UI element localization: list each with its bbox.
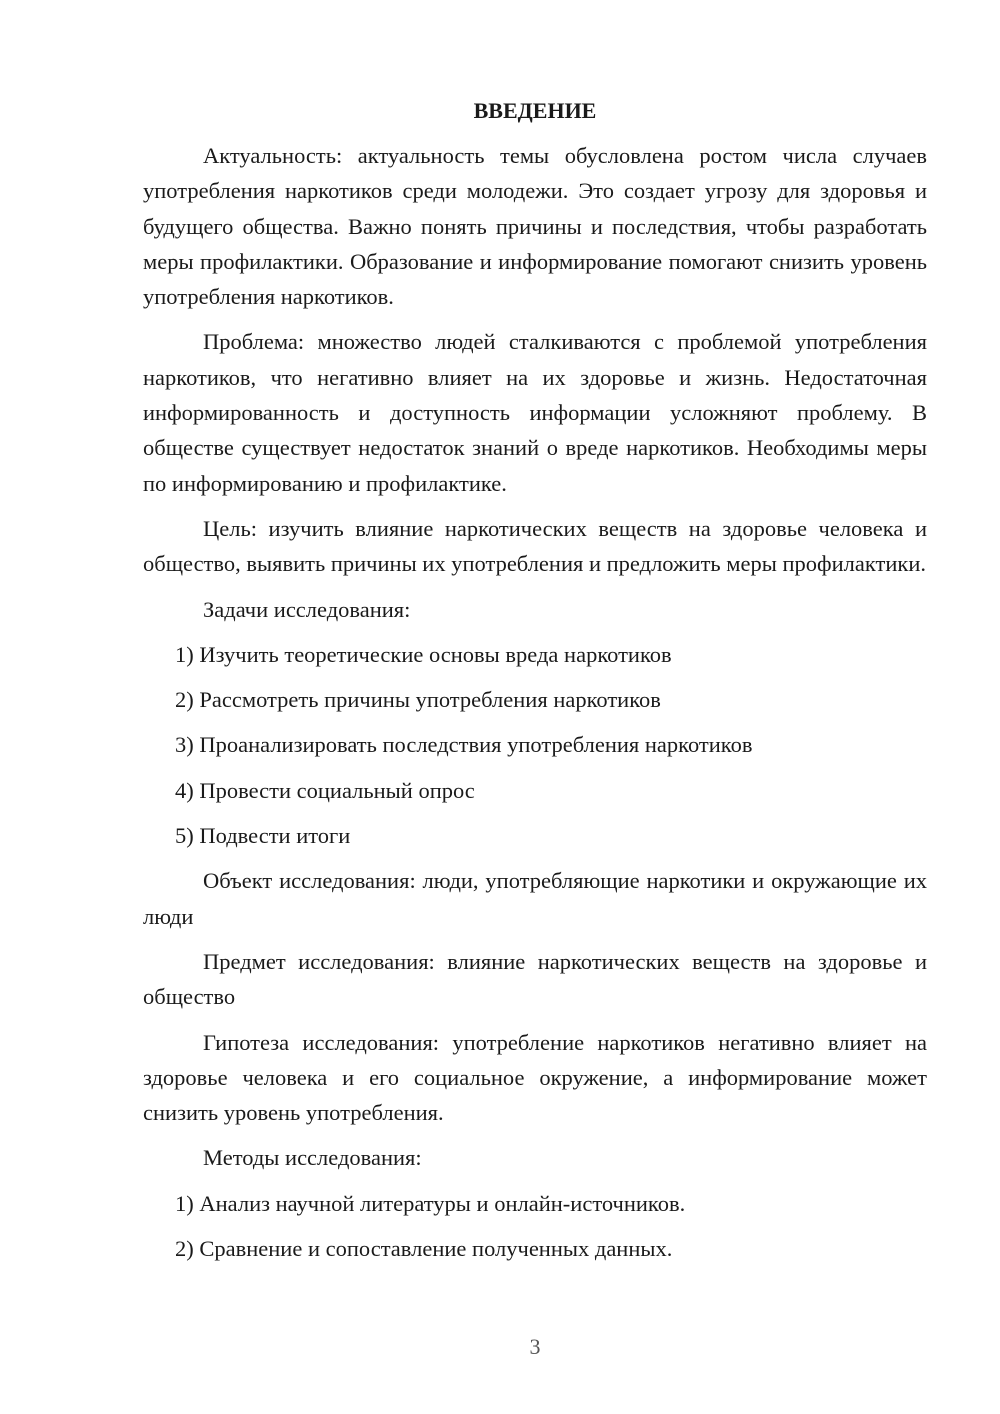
task-item: 2) Рассмотреть причины употребления наркотиков [175, 687, 661, 713]
section-title: ВВЕДЕНИЕ [473, 98, 597, 123]
paragraph-subject: Предмет исследования: влияние наркотических веществ на здоровье и общество [143, 948, 927, 1010]
method-item: 2) Сравнение и сопоставление полученных данных. [175, 1236, 673, 1262]
paragraph-goal: Цель: изучить влияние наркотических веществ на здоровье человека и общество, выявить причины их употребления и предложить меры профилактики. [143, 515, 927, 577]
methods-heading: Методы исследования: [203, 1145, 422, 1171]
paragraph-hypothesis: Гипотеза исследования: употребление наркотиков негативно влияет на здоровье человека и его социальное окружение, а информирование может снизить уровень употребления. [143, 1029, 927, 1126]
task-item: 3) Проанализировать последствия употребления наркотиков [175, 732, 753, 758]
tasks-heading: Задачи исследования: [203, 596, 411, 622]
paragraph-relevance: Актуальность: актуальность темы обусловлена ростом числа случаев употребления наркотиков среди молодежи. Это создает угрозу для здоровья и будущего общества. Важно понять причины и последствия, чтобы разработать меры профилактики. Образование и информирование помогают снизить уровень употребления наркотиков. [143, 143, 927, 310]
task-item: 4) Провести социальный опрос [175, 777, 475, 803]
task-item: 1) Изучить теоретические основы вреда наркотиков [175, 641, 672, 667]
task-item: 5) Подвести итоги [175, 823, 351, 849]
document-body [143, 96, 927, 1276]
paragraph-object: Объект исследования: люди, употребляющие наркотики и окружающие их люди [143, 868, 927, 929]
paragraph-problem: Проблема: множество людей сталкиваются с проблемой употребления наркотиков, что негативно влияет на их здоровье и жизнь. Недостаточная информированность и доступность информации усложняют проблему. В обществе существует недостаток знаний о вреде наркотиков. Необходимы меры по информированию и профилактике. [143, 329, 927, 496]
page-number: 3 [529, 1334, 541, 1359]
method-item: 1) Анализ научной литературы и онлайн-источников. [175, 1190, 686, 1216]
